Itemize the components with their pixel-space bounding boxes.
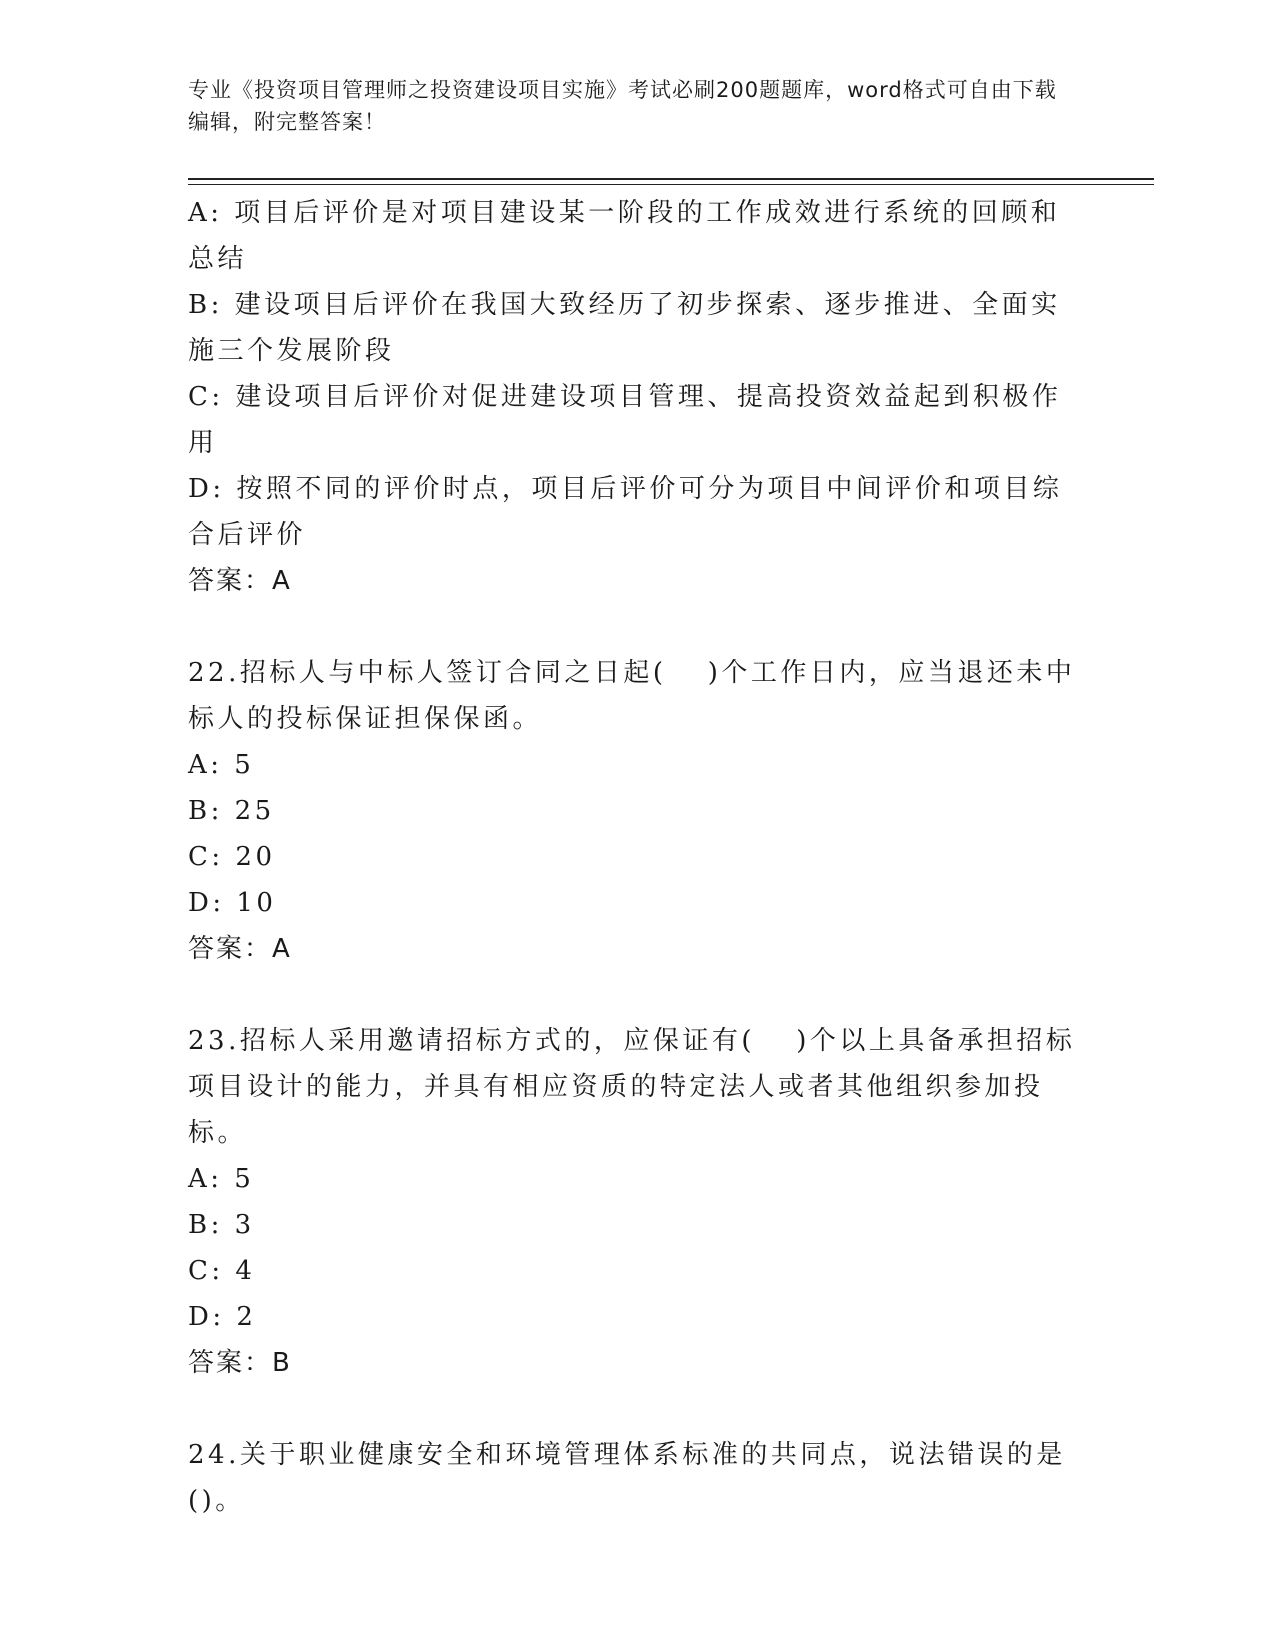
option-a: A: 项目后评价是对项目建设某一阶段的工作成效进行系统的回顾和总结 — [188, 198, 1061, 274]
option-d: D: 2 — [188, 1302, 257, 1332]
question-24-block — [188, 1432, 1078, 1524]
document-header: 专业《投资项目管理师之投资建设项目实施》考试必刷200题题库，word格式可自由下载编辑，附完整答案！ — [188, 78, 1057, 134]
option-a: A: 5 — [188, 1164, 255, 1194]
option-b: B: 建设项目后评价在我国大致经历了初步探索、逐步推进、全面实施三个发展阶段 — [188, 290, 1061, 366]
option-b: B: 3 — [188, 1210, 255, 1240]
question-stem: 24.关于职业健康安全和环境管理体系标准的共同点，说法错误的是()。 — [188, 1440, 1066, 1516]
option-d: D: 10 — [188, 888, 277, 918]
spacer — [188, 604, 1078, 650]
header-rule-thin — [188, 184, 1154, 185]
question-22-block — [188, 650, 1078, 972]
question-content — [188, 190, 1078, 1524]
option-c: C: 20 — [188, 842, 276, 872]
option-c: C: 4 — [188, 1256, 256, 1286]
option-c: C: 建设项目后评价对促进建设项目管理、提高投资效益起到积极作用 — [188, 382, 1062, 458]
option-b: B: 25 — [188, 796, 275, 826]
answer-line: 答案：A — [188, 566, 292, 596]
answer-line: 答案：B — [188, 1348, 292, 1378]
question-stem: 22.招标人与中标人签订合同之日起( )个工作日内，应当退还未中标人的投标保证担保保函。 — [188, 658, 1076, 734]
header-rule-thick — [188, 178, 1154, 180]
spacer — [188, 1386, 1078, 1432]
option-a: A: 5 — [188, 750, 255, 780]
option-d: D: 按照不同的评价时点，项目后评价可分为项目中间评价和项目综合后评价 — [188, 474, 1063, 550]
question-21-block — [188, 190, 1078, 604]
question-stem: 23.招标人采用邀请招标方式的，应保证有( )个以上具备承担招标项目设计的能力，并具有相应资质的特定法人或者其他组织参加投标。 — [188, 1026, 1076, 1148]
spacer — [188, 972, 1078, 1018]
question-23-block — [188, 1018, 1078, 1386]
answer-line: 答案：A — [188, 934, 292, 964]
